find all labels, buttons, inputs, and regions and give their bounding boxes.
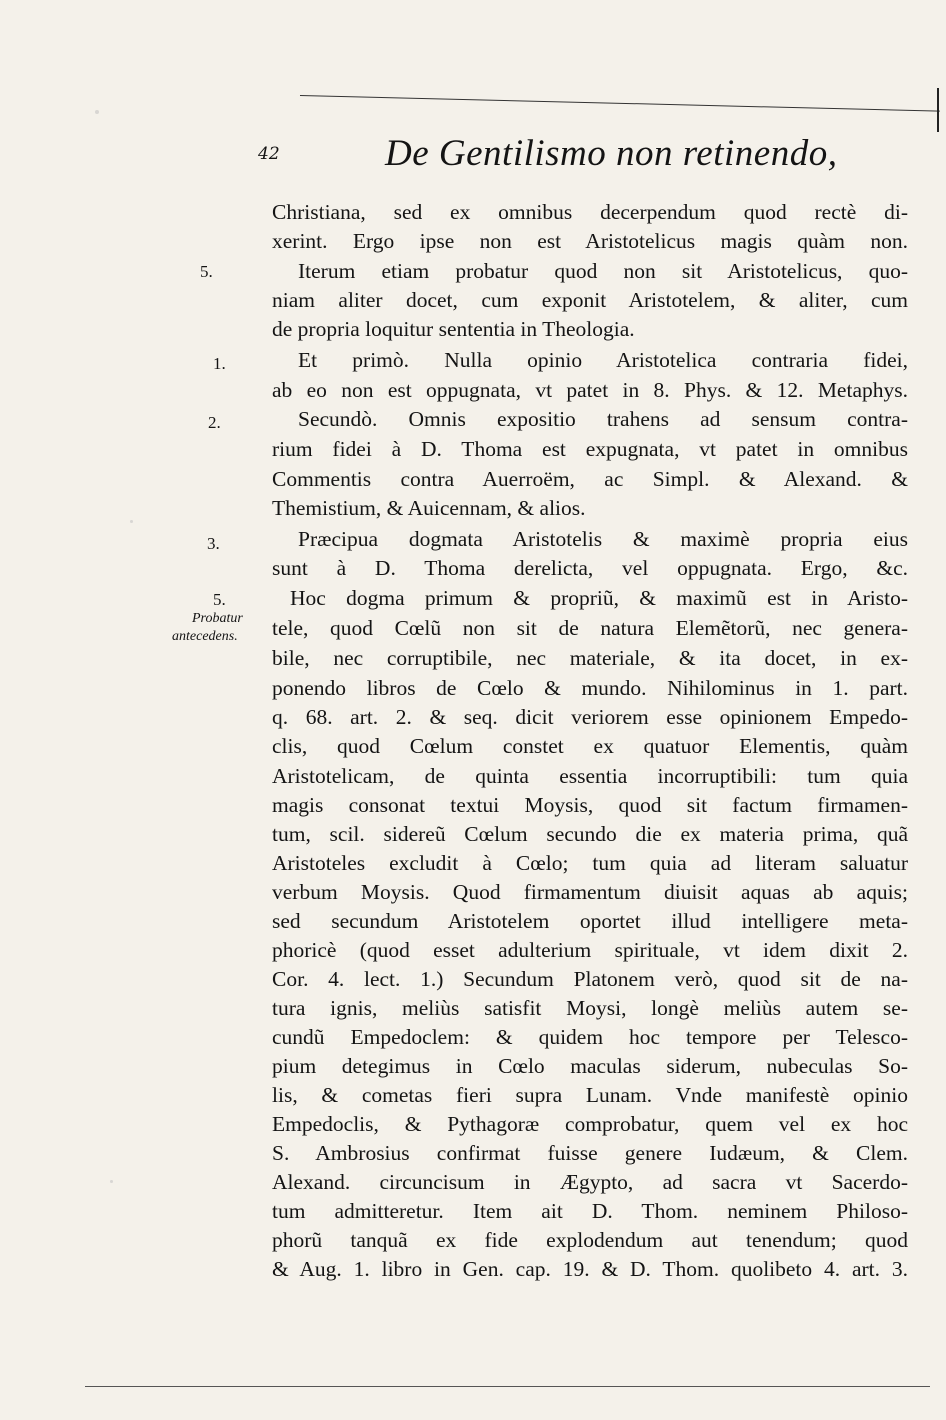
bottom-rule bbox=[85, 1386, 930, 1387]
text-line: clis, quod Cœlum constet ex quatuor Elementis, quàm bbox=[272, 734, 908, 758]
text-line: niam aliter docet, cum exponit Aristotelem, & aliter, cum bbox=[272, 288, 908, 312]
text-line: bile, nec corruptibile, nec materiale, & ita docet, in ex- bbox=[272, 646, 908, 670]
text-line: sed secundum Aristotelem oportet illud intelligere meta- bbox=[272, 909, 908, 933]
text-line: rium fidei à D. Thoma est expugnata, vt patet in omnibus bbox=[272, 437, 908, 461]
text-line: Et primò. Nulla opinio Aristotelica contraria fidei, bbox=[298, 348, 908, 372]
text-line: Iterum etiam probatur quod non sit Aristotelicus, quo- bbox=[298, 259, 908, 283]
ink-spot bbox=[130, 520, 133, 523]
page-number: 42 bbox=[258, 144, 280, 164]
text-line: tum, scil. sidereũ Cœlum secundo die ex materia prima, quã bbox=[272, 822, 908, 846]
text-line: tum admitteretur. Item ait D. Thom. neminem Philoso- bbox=[272, 1199, 908, 1223]
text-line: Alexand. circuncisum in Ægypto, ad sacra vt Sacerdo- bbox=[272, 1170, 908, 1194]
text-line: ab eo non est oppugnata, vt patet in 8. Phys. & 12. Metaphys. bbox=[272, 378, 908, 402]
text-line: phoricè (quod esset adulterium spirituale, vt idem dixit 2. bbox=[272, 938, 908, 962]
text-line: Commentis contra Auerroëm, ac Simpl. & Alexand. & bbox=[272, 467, 908, 491]
margin-note: Probatur bbox=[192, 611, 243, 626]
text-line: verbum Moysis. Quod firmamentum diuisit aquas ab aquis; bbox=[272, 880, 908, 904]
text-line: q. 68. art. 2. & seq. dicit veriorem esse opinionem Empedo- bbox=[272, 705, 908, 729]
text-line: tura ignis, meliùs satisfit Moysi, longè meliùs autem se- bbox=[272, 996, 908, 1020]
text-line: Cor. 4. lect. 1.) Secundum Platonem verò, quod sit de na- bbox=[272, 967, 908, 991]
running-head: De Gentilismo non retinendo, bbox=[385, 133, 838, 174]
top-rule-end bbox=[937, 88, 939, 132]
top-rule bbox=[300, 95, 940, 112]
text-line: Aristotelicam, de quinta essentia incorruptibili: tum quia bbox=[272, 764, 908, 788]
text-line: Præcipua dogmata Aristotelis & maximè propria eius bbox=[298, 527, 908, 551]
margin-number: 2. bbox=[208, 413, 221, 432]
text-line: & Aug. 1. libro in Gen. cap. 19. & D. Thom. quolibeto 4. art. 3. bbox=[272, 1257, 908, 1281]
text-line: magis consonat textui Moysis, quod sit factum firmamen- bbox=[272, 793, 908, 817]
text-line: Hoc dogma primum & propriũ, & maximũ est in Aristo- bbox=[290, 586, 908, 610]
text-line: Aristoteles excludit à Cœlo; tum quia ad literam saluatur bbox=[272, 851, 908, 875]
text-line: Empedoclis, & Pythagoræ comprobatur, quem vel ex hoc bbox=[272, 1112, 908, 1136]
text-line: xerint. Ergo ipse non est Aristotelicus magis quàm non. bbox=[272, 229, 908, 253]
text-line: lis, & cometas fieri supra Lunam. Vnde manifestè opinio bbox=[272, 1083, 908, 1107]
margin-number: 3. bbox=[207, 534, 220, 553]
text-line: ponendo libros de Cœlo & mundo. Nihilominus in 1. part. bbox=[272, 676, 908, 700]
margin-number: 1. bbox=[213, 354, 226, 373]
text-line: cundũ Empedoclem: & quidem hoc tempore per Telesco- bbox=[272, 1025, 908, 1049]
text-line: de propria loquitur sententia in Theologia. bbox=[272, 317, 635, 341]
text-line: tele, quod Cœlũ non sit de natura Elemẽtorũ, nec genera- bbox=[272, 616, 908, 640]
text-line: sunt à D. Thoma derelicta, vel oppugnata. Ergo, &c. bbox=[272, 556, 908, 580]
ink-spot bbox=[110, 1180, 113, 1183]
margin-number: 5. bbox=[213, 590, 226, 609]
ink-spot bbox=[95, 110, 99, 114]
margin-note: antecedens. bbox=[172, 629, 238, 644]
text-line: S. Ambrosius confirmat fuisse genere Iudæum, & Clem. bbox=[272, 1141, 908, 1165]
text-line: phorũ tanquã ex fide explodendum aut tenendum; quod bbox=[272, 1228, 908, 1252]
text-line: Christiana, sed ex omnibus decerpendum quod rectè di- bbox=[272, 200, 908, 224]
text-line: Themistium, & Auicennam, & alios. bbox=[272, 496, 586, 520]
text-line: pium detegimus in Cœlo maculas siderum, nubeculas So- bbox=[272, 1054, 908, 1078]
text-line: Secundò. Omnis expositio trahens ad sensum contra- bbox=[298, 407, 908, 431]
margin-number: 5. bbox=[200, 262, 213, 281]
